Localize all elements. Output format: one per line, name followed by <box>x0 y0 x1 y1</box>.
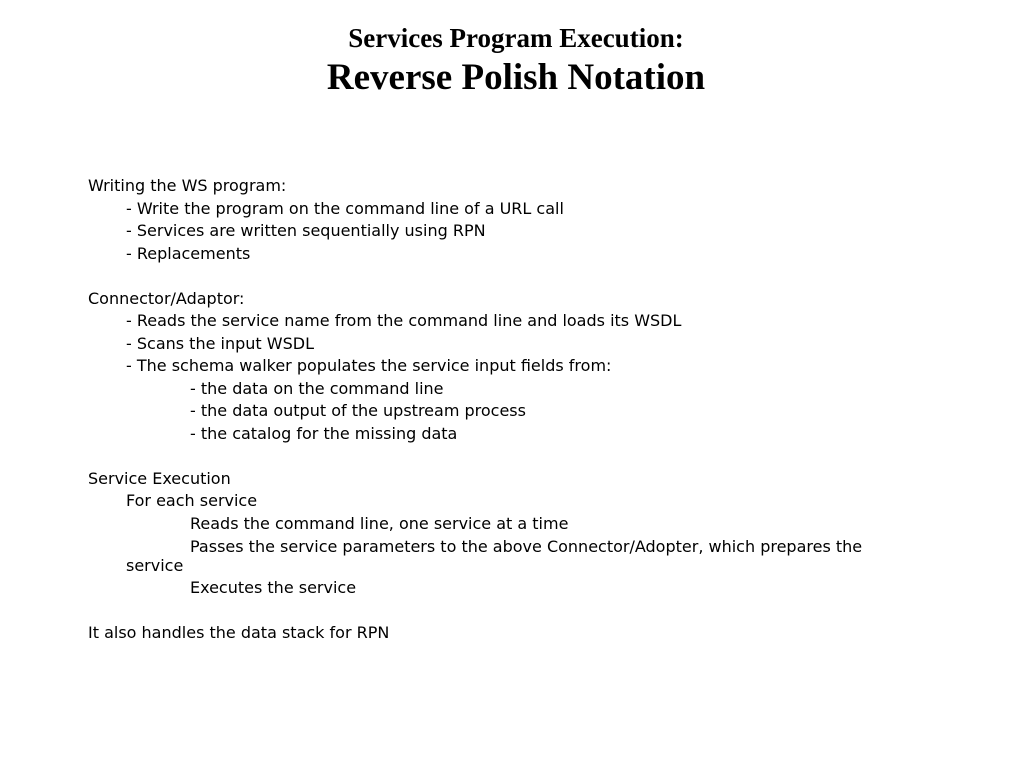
title-line-1: Services Program Execution: <box>348 23 684 53</box>
execution-step: Passes the service parameters to the above Connector/Adopter, which prepares the service <box>126 537 863 575</box>
execution-step-wrapped <box>88 537 924 575</box>
slide-body <box>88 175 924 644</box>
title-line-2: Reverse Polish Notation <box>326 57 706 98</box>
footer-note: It also handles the data stack for RPN <box>88 622 390 642</box>
connector-item: - Scans the input WSDL <box>126 333 314 353</box>
writing-item: - Write the program on the command line of a URL call <box>126 198 564 218</box>
slide-title <box>0 20 1024 100</box>
execution-step: Executes the service <box>190 577 357 597</box>
execution-heading: Service Execution <box>88 468 231 488</box>
connector-subitem: - the data output of the upstream process <box>190 401 526 420</box>
writing-item: - Replacements <box>126 243 251 263</box>
spacer <box>88 445 924 468</box>
connector-subitem: - the data on the command line <box>190 378 444 398</box>
connector-item: - Reads the service name from the command line and loads its WSDL <box>126 311 682 330</box>
writing-item: - Services are written sequentially using RPN <box>126 221 486 240</box>
execution-for-each: For each service <box>126 491 258 510</box>
spacer <box>88 265 924 288</box>
connector-item: - The schema walker populates the service input fields from: <box>126 356 612 375</box>
connector-subitem: - the catalog for the missing data <box>190 423 458 443</box>
connector-heading: Connector/Adaptor: <box>88 288 245 308</box>
execution-step: Reads the command line, one service at a time <box>190 513 569 533</box>
writing-heading: Writing the WS program: <box>88 176 287 195</box>
spacer <box>88 599 924 622</box>
